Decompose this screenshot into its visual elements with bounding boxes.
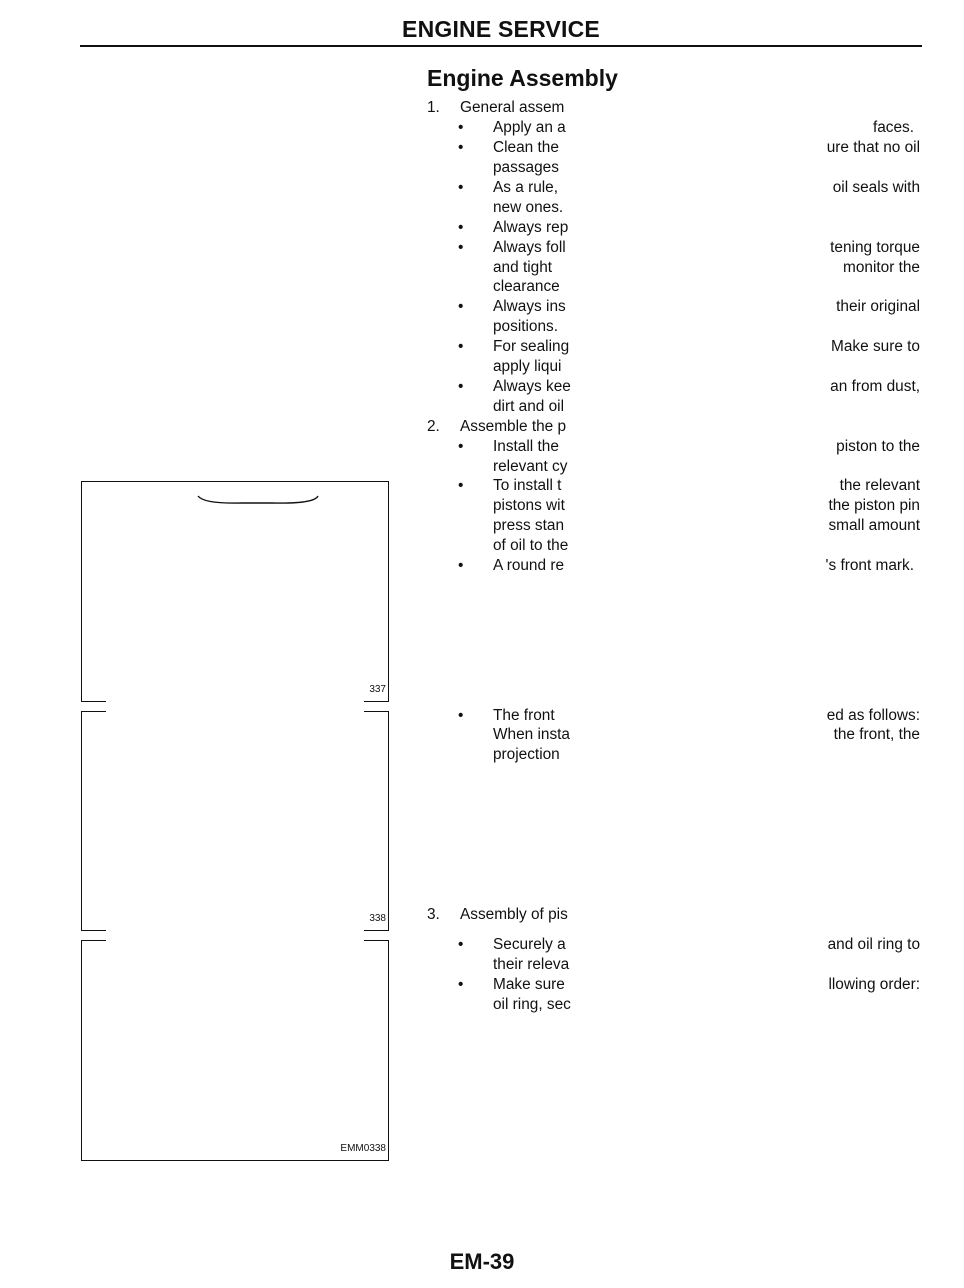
bullet-marker: • xyxy=(458,557,464,574)
bullet-line-left: Install the xyxy=(493,438,559,455)
bullet-line-right: oil seals with xyxy=(832,179,920,196)
bullet-marker: • xyxy=(458,707,464,724)
page-number: EM-39 xyxy=(449,1249,515,1274)
bullet-line-right: llowing order: xyxy=(828,976,920,993)
bullet-line-left: To install t xyxy=(493,477,562,494)
step-number: 2. xyxy=(427,418,440,435)
bullet-line-left: Always rep xyxy=(493,219,569,236)
bullet-marker: • xyxy=(458,477,464,494)
bullet-line-left: apply liqui xyxy=(493,358,562,375)
bullet-line-right: 's front mark. xyxy=(825,557,914,574)
bullet-line-left: relevant cy xyxy=(493,458,568,475)
step-text: Assemble the p xyxy=(460,418,567,435)
bullet-line-left: Securely a xyxy=(493,936,566,953)
step-text: Assembly of pis xyxy=(460,906,568,923)
page-header xyxy=(80,14,922,47)
bullet-line-left: Make sure xyxy=(493,976,565,993)
figure-code: 337 xyxy=(369,684,386,695)
bullet-line-left: Apply an a xyxy=(493,119,566,136)
bullet-line-right: the front, the xyxy=(833,726,920,743)
bullet-line-left: The front xyxy=(493,707,555,724)
bullet-line-left: their releva xyxy=(493,956,570,973)
bullet-marker: • xyxy=(458,119,464,136)
bullet-line-right: their original xyxy=(836,298,920,315)
bullet-line-left: When insta xyxy=(493,726,570,743)
bullet-line-left: A round re xyxy=(493,557,565,574)
bullet-line-left: and tight xyxy=(493,259,553,276)
figure-code: EMM0338 xyxy=(340,1143,386,1154)
bullet-line-left: of oil to the xyxy=(493,537,569,554)
figure-frame-gap xyxy=(106,700,364,704)
bullet-line-left: oil ring, sec xyxy=(493,996,571,1013)
bullet-line-left: Always ins xyxy=(493,298,566,315)
bullet-marker: • xyxy=(458,976,464,993)
bullet-line-left: passages xyxy=(493,159,559,176)
section-title: Engine Assembly xyxy=(427,65,618,91)
figure-sketch xyxy=(82,482,390,512)
bullet-line-left: dirt and oil xyxy=(493,398,565,415)
bullet-marker: • xyxy=(458,338,464,355)
bullet-line-left: press stan xyxy=(493,517,565,534)
bullet-line-right: an from dust, xyxy=(830,378,920,395)
bullet-marker: • xyxy=(458,378,464,395)
bullet-line-right: faces. xyxy=(872,119,914,136)
bullet-line-left: Clean the xyxy=(493,139,559,156)
bullet-line-right: Make sure to xyxy=(831,338,920,355)
bullet-marker: • xyxy=(458,139,464,156)
bullet-line-left: As a rule, xyxy=(493,179,559,196)
bullet-marker: • xyxy=(458,239,464,256)
step-text: General assem xyxy=(460,99,565,116)
bullet-marker: • xyxy=(458,179,464,196)
bullet-line-right: small amount xyxy=(828,517,920,534)
figure-piston-ring-assembly xyxy=(81,940,389,1161)
figure-frame-gap xyxy=(106,929,364,933)
page-header-title: ENGINE SERVICE xyxy=(402,16,600,42)
bullet-line-right: ure that no oil xyxy=(826,139,920,156)
bullet-line-right: tening torque xyxy=(830,239,920,256)
bullet-line-right: ed as follows: xyxy=(826,707,920,724)
bullet-line-left: For sealing xyxy=(493,338,570,355)
figure-frame-gap xyxy=(106,709,364,713)
bullet-line-left: pistons wit xyxy=(493,497,565,514)
bullet-line-left: new ones. xyxy=(493,199,564,216)
figure-piston-assembly-2 xyxy=(81,711,389,931)
bullet-line-right: piston to the xyxy=(836,438,920,455)
figure-code: 338 xyxy=(369,913,386,924)
bullet-marker: • xyxy=(458,936,464,953)
step-number: 1. xyxy=(427,99,440,116)
bullet-line-right: and oil ring to xyxy=(827,936,920,953)
bullet-line-left: Always kee xyxy=(493,378,571,395)
bullet-line-right: the relevant xyxy=(839,477,920,494)
bullet-marker: • xyxy=(458,219,464,236)
bullet-line-left: positions. xyxy=(493,318,559,335)
bullet-line-left: projection xyxy=(493,746,560,763)
figure-piston-assembly-1 xyxy=(81,481,389,702)
step-number: 3. xyxy=(427,906,440,923)
figure-frame-gap xyxy=(106,938,364,942)
bullet-marker: • xyxy=(458,298,464,315)
bullet-line-right: the piston pin xyxy=(828,497,920,514)
bullet-marker: • xyxy=(458,438,464,455)
bullet-line-right: monitor the xyxy=(843,259,920,276)
bullet-line-left: clearance xyxy=(493,278,560,295)
bullet-line-left: Always foll xyxy=(493,239,566,256)
